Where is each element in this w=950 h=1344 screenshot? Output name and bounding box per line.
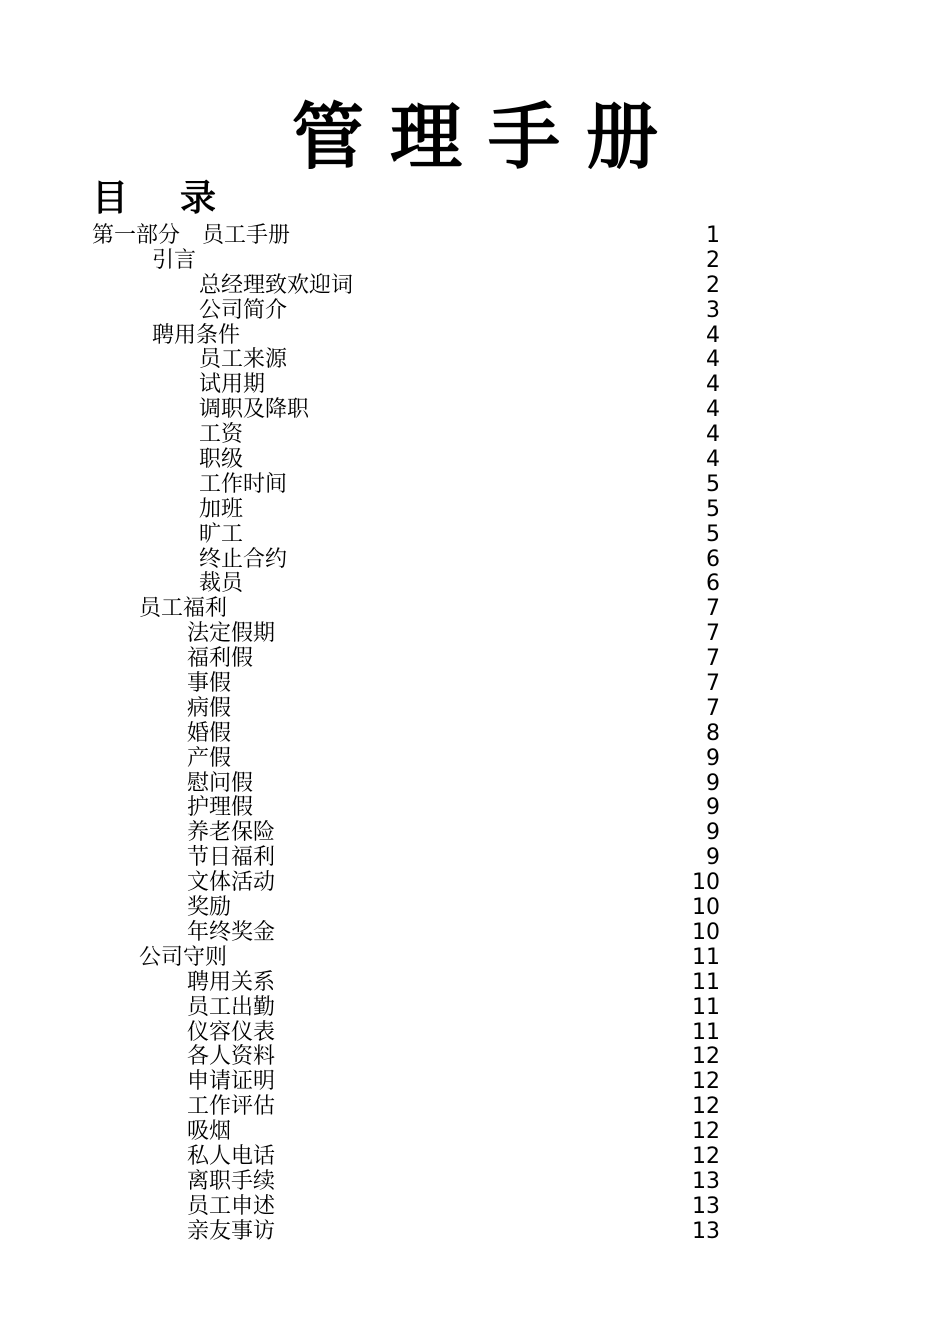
toc-entry — [92, 622, 720, 647]
toc-entry-label: 年终奖金 — [187, 919, 276, 945]
toc-entry-label: 申请证明 — [187, 1069, 276, 1095]
toc-entry-page-number: 6 — [706, 546, 720, 572]
page-title: 管理手册 — [291, 95, 684, 179]
toc-entry — [92, 498, 720, 523]
toc-entry-label: 工作时间 — [199, 471, 288, 497]
toc-entry-page-number: 12 — [692, 1044, 720, 1070]
toc-entry-page-number: 1 — [706, 223, 720, 248]
toc-entry-label: 工资 — [199, 422, 244, 448]
toc-entry-label: 离职手续 — [187, 1168, 276, 1194]
toc-entry — [92, 971, 720, 996]
toc-entry-label: 公司简介 — [199, 297, 288, 323]
toc-entry-page-number: 9 — [706, 770, 720, 796]
toc-entry-label: 工作评估 — [187, 1094, 276, 1120]
toc-entry-page-number: 11 — [692, 969, 720, 995]
toc-entry-page-number: 13 — [692, 1218, 720, 1244]
toc-entry-label: 职级 — [199, 447, 244, 473]
toc-entry — [92, 996, 720, 1021]
toc-entry — [92, 1095, 720, 1120]
toc-entry-page-number: 5 — [706, 521, 720, 547]
toc-entry — [92, 1145, 720, 1170]
toc-entry — [92, 1045, 720, 1070]
toc-entry-page-number: 4 — [706, 422, 720, 448]
toc-entry-page-number: 9 — [706, 845, 720, 871]
toc-entry-page-number: 13 — [692, 1168, 720, 1194]
toc-entry-label: 婚假 — [187, 720, 232, 746]
toc-entry-label: 公司守则 — [139, 944, 228, 970]
toc-entry — [92, 572, 720, 597]
toc-entry-page-number: 7 — [706, 671, 720, 697]
toc-entry — [92, 946, 720, 971]
toc-entry-page-number: 9 — [706, 820, 720, 846]
toc-entry — [92, 373, 720, 398]
toc-entry-page-number: 7 — [706, 621, 720, 647]
toc-entry-page-number: 12 — [692, 1143, 720, 1169]
toc-entry-page-number: 11 — [692, 944, 720, 970]
toc-entry-page-number: 10 — [692, 870, 720, 896]
toc-entry-label: 奖励 — [187, 895, 232, 921]
toc-entry — [92, 473, 720, 498]
toc-entry-label: 事假 — [187, 671, 232, 697]
toc-entry-page-number: 12 — [692, 1119, 720, 1145]
toc-entry-label: 法定假期 — [187, 621, 276, 647]
toc-entry-page-number: 7 — [706, 596, 720, 622]
toc-entry — [92, 672, 720, 697]
toc-entry — [92, 274, 720, 299]
toc-entry-label: 员工申述 — [187, 1193, 276, 1219]
toc-entry-page-number: 9 — [706, 745, 720, 771]
toc-entry-label: 聘用关系 — [187, 969, 276, 995]
toc-entry-page-number: 4 — [706, 447, 720, 473]
table-of-contents — [92, 224, 720, 1245]
toc-entry-label: 节日福利 — [187, 845, 276, 871]
toc-entry-page-number: 7 — [706, 695, 720, 721]
toc-entry-label: 第一部分 员工手册 — [92, 223, 291, 248]
toc-entry-page-number: 12 — [692, 1069, 720, 1095]
toc-entry-label: 慰问假 — [187, 770, 254, 796]
toc-entry — [92, 224, 720, 249]
toc-heading: 目录 — [92, 178, 269, 219]
toc-entry — [92, 871, 720, 896]
toc-entry-label: 福利假 — [187, 646, 254, 672]
toc-entry-label: 旷工 — [199, 521, 244, 547]
toc-entry-label: 总经理致欢迎词 — [199, 272, 354, 298]
toc-entry — [92, 597, 720, 622]
toc-entry — [92, 448, 720, 473]
toc-entry — [92, 896, 720, 921]
toc-entry — [92, 921, 720, 946]
toc-entry-page-number: 9 — [706, 795, 720, 821]
toc-entry-page-number: 2 — [706, 247, 720, 273]
toc-entry-page-number: 4 — [706, 372, 720, 398]
toc-entry — [92, 398, 720, 423]
toc-entry-label: 聘用条件 — [152, 322, 241, 348]
toc-entry-label: 文体活动 — [187, 870, 276, 896]
toc-entry-page-number: 2 — [706, 272, 720, 298]
toc-entry — [92, 796, 720, 821]
toc-entry — [92, 523, 720, 548]
toc-entry — [92, 772, 720, 797]
toc-entry — [92, 747, 720, 772]
toc-entry-page-number: 10 — [692, 895, 720, 921]
toc-entry-label: 产假 — [187, 745, 232, 771]
toc-entry-page-number: 11 — [692, 994, 720, 1020]
toc-entry-label: 裁员 — [199, 571, 244, 597]
toc-entry-page-number: 10 — [692, 919, 720, 945]
toc-entry — [92, 1170, 720, 1195]
toc-entry — [92, 846, 720, 871]
toc-entry-page-number: 5 — [706, 471, 720, 497]
toc-entry-label: 终止合约 — [199, 546, 288, 572]
toc-entry — [92, 1070, 720, 1095]
toc-entry-label: 引言 — [152, 247, 197, 273]
toc-entry — [92, 1220, 720, 1245]
toc-entry — [92, 697, 720, 722]
toc-entry-label: 仪容仪表 — [187, 1019, 276, 1045]
toc-entry — [92, 1120, 720, 1145]
toc-entry-label: 各人资料 — [187, 1044, 276, 1070]
toc-entry — [92, 423, 720, 448]
toc-entry — [92, 821, 720, 846]
toc-entry-label: 亲友事访 — [187, 1218, 276, 1244]
toc-entry-label: 试用期 — [199, 372, 266, 398]
toc-entry-page-number: 3 — [706, 297, 720, 323]
toc-entry — [92, 1195, 720, 1220]
toc-entry-page-number: 4 — [706, 322, 720, 348]
toc-entry-page-number: 4 — [706, 347, 720, 373]
toc-entry-label: 加班 — [199, 496, 244, 522]
toc-entry-label: 护理假 — [187, 795, 254, 821]
toc-entry — [92, 299, 720, 324]
toc-entry-label: 调职及降职 — [199, 397, 310, 423]
toc-entry — [92, 647, 720, 672]
toc-entry-label: 员工福利 — [139, 596, 228, 622]
toc-entry-label: 病假 — [187, 695, 232, 721]
toc-entry-label: 员工来源 — [199, 347, 288, 373]
toc-entry-page-number: 8 — [706, 720, 720, 746]
toc-entry-label: 吸烟 — [187, 1119, 232, 1145]
toc-entry — [92, 249, 720, 274]
toc-entry-page-number: 11 — [692, 1019, 720, 1045]
toc-entry-page-number: 6 — [706, 571, 720, 597]
toc-entry — [92, 722, 720, 747]
toc-entry-label: 员工出勤 — [187, 994, 276, 1020]
toc-entry — [92, 1021, 720, 1046]
toc-entry — [92, 324, 720, 349]
toc-entry-label: 私人电话 — [187, 1143, 276, 1169]
toc-entry-page-number: 5 — [706, 496, 720, 522]
toc-entry-page-number: 7 — [706, 646, 720, 672]
toc-entry-label: 养老保险 — [187, 820, 276, 846]
toc-entry-page-number: 12 — [692, 1094, 720, 1120]
toc-entry-page-number: 13 — [692, 1193, 720, 1219]
toc-entry — [92, 348, 720, 373]
toc-entry-page-number: 4 — [706, 397, 720, 423]
toc-entry — [92, 548, 720, 573]
